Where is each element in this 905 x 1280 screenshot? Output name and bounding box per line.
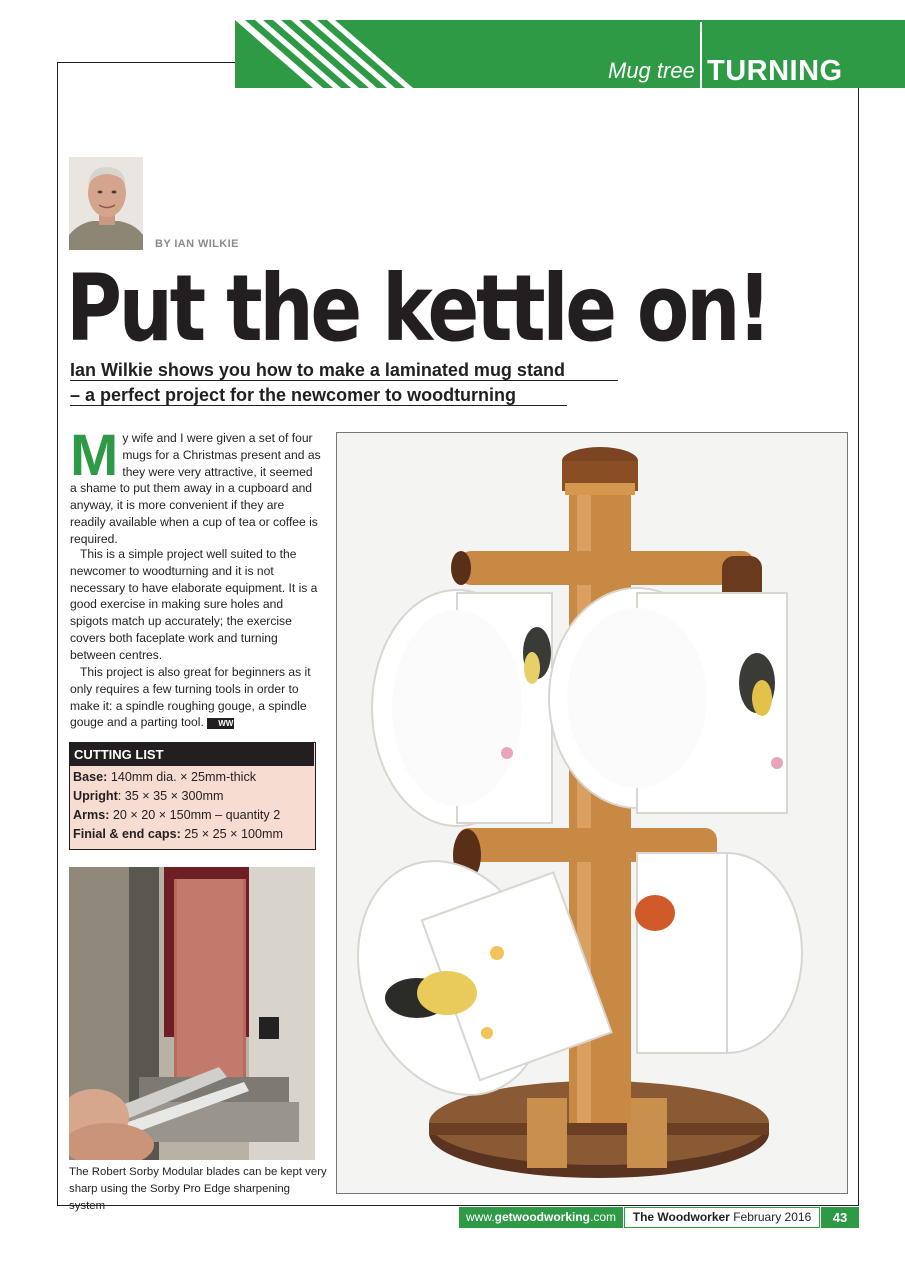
photo-caption: The Robert Sorby Modular blades can be kept very sharp using the Sorby Pro Edge sharpening system [69, 1166, 327, 1212]
cutting-list-item: Finial & end caps: 25 × 25 × 100mm [73, 827, 283, 841]
footer-website[interactable]: www.getwoodworking.com [459, 1207, 623, 1228]
standfirst [70, 358, 660, 408]
body-paragraph-2: This is a simple project well suited to the newcomer to woodturning and it is not necessary to have elaborate equipment. It is a good exercise in making sure holes and spigots match up accurately; the exercise covers both faceplate work and turning between centres. [70, 547, 318, 662]
body-paragraph-3 [70, 664, 322, 731]
mug-tree-photo [336, 432, 848, 1194]
standfirst-line-1: Ian Wilkie shows you how to make a laminated mug stand [70, 360, 565, 380]
cutting-list-title: CUTTING LIST [70, 743, 314, 766]
drop-cap: M [70, 423, 119, 488]
frame-left-rule [57, 62, 58, 1205]
header-divider [700, 22, 702, 88]
paragraph-text: This project is also great for beginners as it only requires a few turning tools in order to make it: a spindle roughing gouge, a spindle gouge and a parting tool. [70, 665, 311, 730]
page-number: 43 [821, 1207, 859, 1228]
frame-right-rule [858, 88, 859, 1205]
paragraph-text: y wife and I were given a set of four mugs for a Christmas present and as they were very attractive, it seemed a shame to put them away in a cupboard and anyway, it is more convenient if they are readily available when a cup of tea or coffee is required. [70, 431, 321, 546]
cutting-list-item: Base: 140mm dia. × 25mm-thick [73, 770, 257, 784]
cutting-list-item: Upright: 35 × 35 × 300mm [73, 789, 224, 803]
header-rule [57, 62, 235, 63]
end-mark-icon: WW [207, 718, 234, 729]
footer-publication: The Woodworker February 2016 [624, 1207, 820, 1228]
category-label: TURNING [707, 55, 843, 87]
body-paragraph-1 [70, 423, 322, 548]
byline: BY IAN WILKIE [155, 238, 239, 250]
cutting-list-item: Arms: 20 × 20 × 150mm – quantity 2 [73, 808, 281, 822]
standfirst-underline [70, 380, 618, 381]
headline: Put the kettle on! [66, 255, 769, 362]
standfirst-underline [70, 405, 567, 406]
author-photo [69, 157, 143, 250]
header-stripes-decoration [235, 20, 425, 88]
sharpening-system-photo [69, 867, 315, 1160]
standfirst-line-2: – a perfect project for the newcomer to woodturning [70, 385, 517, 405]
section-label: Mug tree [608, 58, 695, 83]
